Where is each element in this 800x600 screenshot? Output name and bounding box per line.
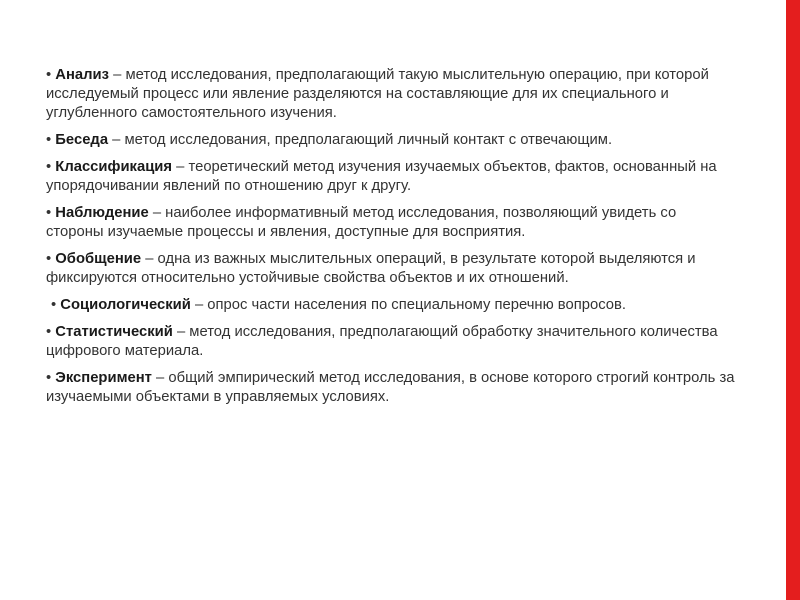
- term-beseda: Беседа: [55, 132, 109, 148]
- bullet: •: [46, 205, 56, 221]
- accent-bar: [786, 0, 800, 600]
- term-nablyudenie: Наблюдение: [55, 205, 149, 221]
- definition-statisticheskiy: [46, 323, 736, 361]
- term-statisticheskiy: Статистический: [55, 324, 173, 340]
- term-analiz: Анализ: [55, 67, 110, 83]
- definition-text: – наиболее информативный метод исследования, позволяющий увидеть со стороны изучаемые процессы и явления, доступные для восприятия.: [46, 205, 677, 240]
- definition-obobshchenie: [46, 250, 736, 288]
- definition-text: – общий эмпирический метод исследования, в основе которого строгий контроль за изучаемыми объектами в управляемых условиях.: [46, 370, 735, 405]
- definition-text: – метод исследования, предполагающий обработку значительного количества цифрового материала.: [46, 324, 718, 359]
- bullet: •: [51, 297, 61, 313]
- definition-sociologicheskiy: [46, 296, 736, 315]
- definition-text: – метод исследования, предполагающий личный контакт с отвечающим.: [108, 132, 613, 148]
- term-obobshchenie: Обобщение: [55, 251, 142, 267]
- bullet: •: [46, 324, 56, 340]
- definition-analiz: [46, 66, 736, 123]
- bullet: •: [46, 251, 56, 267]
- bullet: •: [46, 370, 56, 386]
- definition-text: – теоретический метод изучения изучаемых объектов, фактов, основанный на упорядочивании явлений по отношению друг к другу.: [46, 159, 717, 194]
- definitions-list: [46, 66, 736, 415]
- bullet: •: [46, 159, 56, 175]
- definition-text: – одна из важных мыслительных операций, в результате которой выделяются и фиксируются относительно устойчивые свойства объектов и их отношений.: [46, 251, 696, 286]
- definition-klassifikaciya: [46, 158, 736, 196]
- definition-beseda: [46, 131, 736, 150]
- definition-nablyudenie: [46, 204, 736, 242]
- term-eksperiment: Эксперимент: [55, 370, 152, 386]
- term-sociologicheskiy: Социологический: [60, 297, 191, 313]
- definition-eksperiment: [46, 369, 736, 407]
- term-klassifikaciya: Классификация: [55, 159, 173, 175]
- definition-text: – метод исследования, предполагающий такую мыслительную операцию, при которой исследуемый процесс или явление разделяются на составляющие для их специального и углубленного самостоятельного изучения.: [46, 67, 709, 121]
- bullet: •: [46, 132, 56, 148]
- definition-text: – опрос части населения по специальному перечню вопросов.: [190, 297, 626, 313]
- bullet: •: [46, 67, 56, 83]
